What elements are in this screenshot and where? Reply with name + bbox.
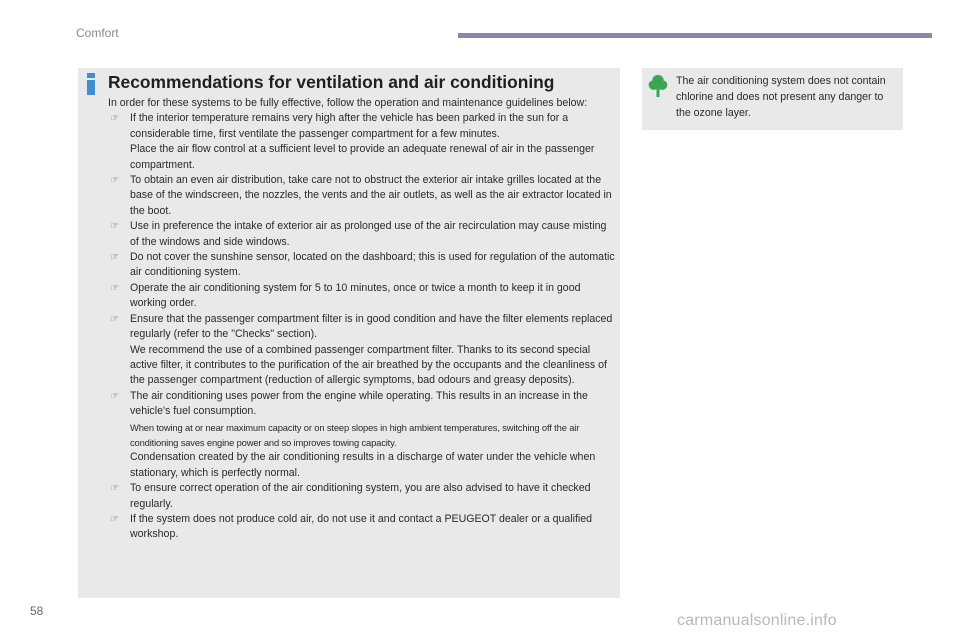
list-item [108, 312, 616, 389]
eco-tree-foliage [649, 75, 668, 97]
bullet-arrow-icon: ☞ [110, 252, 119, 264]
watermark: carmanualsonline.info [677, 612, 837, 629]
info-icon-stem [87, 80, 95, 95]
list-item [108, 481, 616, 512]
header-accent-bar [458, 33, 932, 38]
bullet-arrow-icon: ☞ [110, 513, 119, 525]
list-item [108, 389, 616, 481]
box-body [108, 96, 616, 543]
recommendation-list [108, 111, 616, 542]
list-item-text: Condensation created by the air conditioning results in a discharge of water under the vehicle when stationary, which is perfectly normal. [130, 451, 596, 479]
list-item-text: To ensure correct operation of the air conditioning system, you are also advised to have it checked regularly. [130, 482, 591, 510]
eco-text: The air conditioning system does not contain chlorine and does not present any danger to the ozone layer. [676, 75, 886, 119]
list-item [108, 219, 616, 250]
list-item-text: If the interior temperature remains very high after the vehicle has been parked in the sun for a considerable time, first ventilate the passenger compartment for a few minutes. [130, 112, 569, 140]
list-item-text: Use in preference the intake of exterior air as prolonged use of the air recirculation may cause misting of the windows and side windows. [130, 220, 607, 248]
bullet-arrow-icon: ☞ [110, 282, 119, 294]
info-icon [82, 72, 100, 96]
info-icon-dot [87, 73, 95, 78]
bullet-arrow-icon: ☞ [110, 390, 119, 402]
page-number: 58 [30, 604, 44, 618]
list-item [108, 281, 616, 312]
list-item-text: To obtain an even air distribution, take care not to obstruct the exterior air intake grilles located at the base of the windscreen, the nozzles, the vents and the air outlets, as well as the air extractor located in the boot. [130, 174, 612, 217]
list-item-text: The air conditioning uses power from the engine while operating. This results in an increase in the vehicle's fuel consumption. [130, 389, 588, 418]
eco-tree-icon [647, 74, 669, 98]
list-item-text: When towing at or near maximum capacity or on steep slopes in high ambient temperatures, switching off the air conditioning saves engine power and so improves towing capacity. [130, 421, 580, 448]
list-item-text: If the system does not produce cold air, do not use it and contact a PEUGEOT dealer or a qualified workshop. [130, 512, 593, 541]
list-item-text: We recommend the use of a combined passenger compartment filter. Thanks to its second special active filter, it contributes to the purification of the air breathed by the occupants and the cleanliness of the passenger compartment (reduction of allergic symptoms, bad odours and greasy deposits). [130, 343, 608, 387]
bullet-arrow-icon: ☞ [110, 113, 119, 125]
bullet-arrow-icon: ☞ [110, 175, 119, 187]
list-item-text: Do not cover the sunshine sensor, located on the dashboard; this is used for regulation of the automatic air conditioning system. [130, 251, 615, 279]
section-label: Comfort [76, 26, 119, 40]
list-item [108, 111, 616, 173]
list-item [108, 173, 616, 219]
bullet-arrow-icon: ☞ [110, 483, 119, 495]
box-title: Recommendations for ventilation and air conditioning [108, 72, 555, 92]
bullet-arrow-icon: ☞ [110, 313, 119, 325]
list-item [108, 512, 616, 543]
list-item-text: Place the air flow control at a sufficient level to provide an adequate renewal of air in the passenger compartment. [130, 143, 595, 171]
list-item [108, 250, 616, 281]
bullet-arrow-icon: ☞ [110, 221, 119, 233]
intro-text: In order for these systems to be fully effective, follow the operation and maintenance guidelines below: [108, 97, 588, 109]
list-item-text: Ensure that the passenger compartment filter is in good condition and have the filter elements replaced regularly (refer to the "Checks" section). [130, 312, 613, 341]
list-item-text: Operate the air conditioning system for 5 to 10 minutes, once or twice a month to keep it in good working order. [130, 281, 581, 310]
